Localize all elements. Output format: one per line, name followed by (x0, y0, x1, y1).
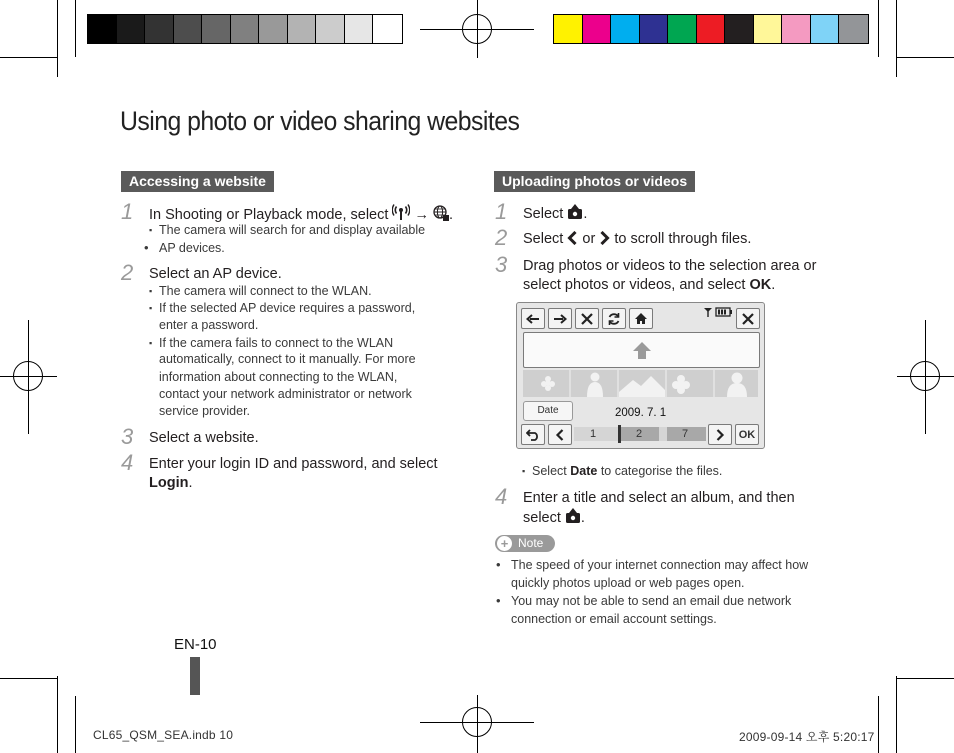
return-icon (526, 429, 540, 441)
globe-icon (433, 205, 449, 221)
landscape-icon (619, 370, 665, 397)
color-swatch (697, 15, 726, 43)
thumbnail[interactable] (523, 370, 569, 397)
process-color-bar (553, 14, 869, 44)
previous-button[interactable] (548, 424, 572, 445)
chevron-left-icon (555, 429, 565, 441)
thumbnail-strip (523, 370, 758, 397)
left-step-3: 3 Select a website. (121, 424, 259, 449)
note-item: • You may not be able to send an email due network connection or email account settings. (511, 593, 791, 628)
left-step-2-bullet-cont: information about connecting to the WLAN, (159, 370, 398, 384)
refresh-button[interactable] (602, 308, 626, 329)
arrow-right-icon (553, 314, 567, 324)
close-button[interactable] (736, 308, 760, 329)
color-swatch (345, 15, 374, 43)
right-step-3: 3 Drag photos or videos to the selection area or select photos or videos, and select OK. (495, 252, 817, 293)
color-swatch (145, 15, 174, 43)
color-swatch (782, 15, 811, 43)
person-icon (571, 370, 617, 397)
date-button[interactable]: Date (523, 401, 573, 421)
home-button[interactable] (629, 308, 653, 329)
note-badge: + Note (495, 535, 555, 552)
x-icon (581, 313, 593, 325)
flower-icon (667, 370, 713, 397)
left-step-2-bullet: ▪ If the camera fails to connect to the WLAN (159, 335, 393, 353)
color-swatch (668, 15, 697, 43)
color-swatch (174, 15, 203, 43)
left-step-2-bullet-cont: service provider. (159, 404, 251, 418)
back-arrow-button[interactable] (521, 308, 545, 329)
camera-upload-screen (516, 302, 765, 449)
upload-arrow-icon (633, 342, 651, 359)
left-step-2-bullet-cont: contact your network administrator or network (159, 387, 412, 401)
refresh-icon (607, 312, 621, 326)
forward-arrow-button[interactable] (548, 308, 572, 329)
date-bullet: ▪ Select Date to categorise the files. (532, 463, 722, 481)
page-number: 1 (590, 428, 597, 440)
color-swatch (754, 15, 783, 43)
signal-icon (703, 307, 713, 317)
color-swatch (117, 15, 146, 43)
color-swatch (231, 15, 260, 43)
page-number: 7 (682, 428, 689, 440)
color-swatch (202, 15, 231, 43)
left-step-1: 1 In Shooting or Playback mode, select → . (121, 199, 454, 224)
left-step-2: 2 Select an AP device. (121, 260, 282, 285)
color-swatch (839, 15, 868, 43)
page-number-label: EN-10 (174, 636, 217, 653)
left-step-2-bullet-cont: enter a password. (159, 318, 259, 332)
chevron-left-icon (567, 231, 578, 245)
ok-button[interactable]: OK (735, 424, 759, 445)
return-button[interactable] (521, 424, 545, 445)
arrow-left-icon (526, 314, 540, 324)
right-step-1: 1 Select . (495, 199, 588, 224)
left-step-2-bullet: ▪ The camera will connect to the WLAN. (159, 283, 372, 301)
color-swatch (583, 15, 612, 43)
page-indicator (574, 427, 706, 441)
color-swatch (554, 15, 583, 43)
upload-icon (567, 204, 583, 220)
chevron-right-icon (599, 231, 610, 245)
stop-button[interactable] (575, 308, 599, 329)
battery-icon (715, 307, 733, 317)
date-value: 2009. 7. 1 (615, 407, 667, 419)
color-swatch (288, 15, 317, 43)
left-step-4: 4 Enter your login ID and password, and select Login. (121, 450, 438, 491)
color-swatch (611, 15, 640, 43)
page-number: 2 (636, 428, 643, 440)
color-swatch (373, 15, 402, 43)
upload-icon (565, 508, 581, 524)
plus-icon: + (497, 536, 512, 551)
right-step-4: 4 Enter a title and select an album, and then select . (495, 484, 795, 526)
color-swatch (316, 15, 345, 43)
thumbnail[interactable] (715, 370, 758, 397)
color-swatch (259, 15, 288, 43)
color-swatch (640, 15, 669, 43)
footer-filename: CL65_QSM_SEA.indb 10 (93, 728, 234, 742)
flower-icon (523, 370, 569, 397)
section-heading-uploading: Uploading photos or videos (494, 171, 695, 192)
color-swatch (88, 15, 117, 43)
thumbnail[interactable] (619, 370, 665, 397)
left-step-2-bullet: ▪ If the selected AP device requires a password, (159, 300, 415, 318)
home-icon (634, 312, 648, 325)
grayscale-color-bar (87, 14, 403, 44)
thumbnail[interactable] (667, 370, 713, 397)
section-heading-accessing: Accessing a website (121, 171, 274, 192)
right-step-2: 2 Select or to scroll through files. (495, 225, 752, 250)
color-swatch (725, 15, 754, 43)
left-step-1-bullet: ▪ The camera will search for and display available (159, 222, 425, 240)
chevron-right-icon (715, 429, 725, 441)
footer-timestamp: 2009-09-14 오후 5:20:17 (739, 730, 875, 744)
wireless-icon (392, 204, 410, 221)
next-button[interactable] (708, 424, 732, 445)
upload-selection-area[interactable] (523, 332, 760, 368)
page-number-bar (190, 657, 200, 695)
left-step-2-bullet-cont: automatically, connect to it manually. For more (159, 352, 416, 366)
thumbnail[interactable] (571, 370, 617, 397)
person-icon (715, 370, 758, 397)
color-swatch (811, 15, 840, 43)
note-item: • The speed of your internet connection may affect how quickly photos upload or web pages open. (511, 557, 808, 592)
page-title: Using photo or video sharing websites (120, 106, 520, 136)
close-icon (742, 313, 754, 325)
